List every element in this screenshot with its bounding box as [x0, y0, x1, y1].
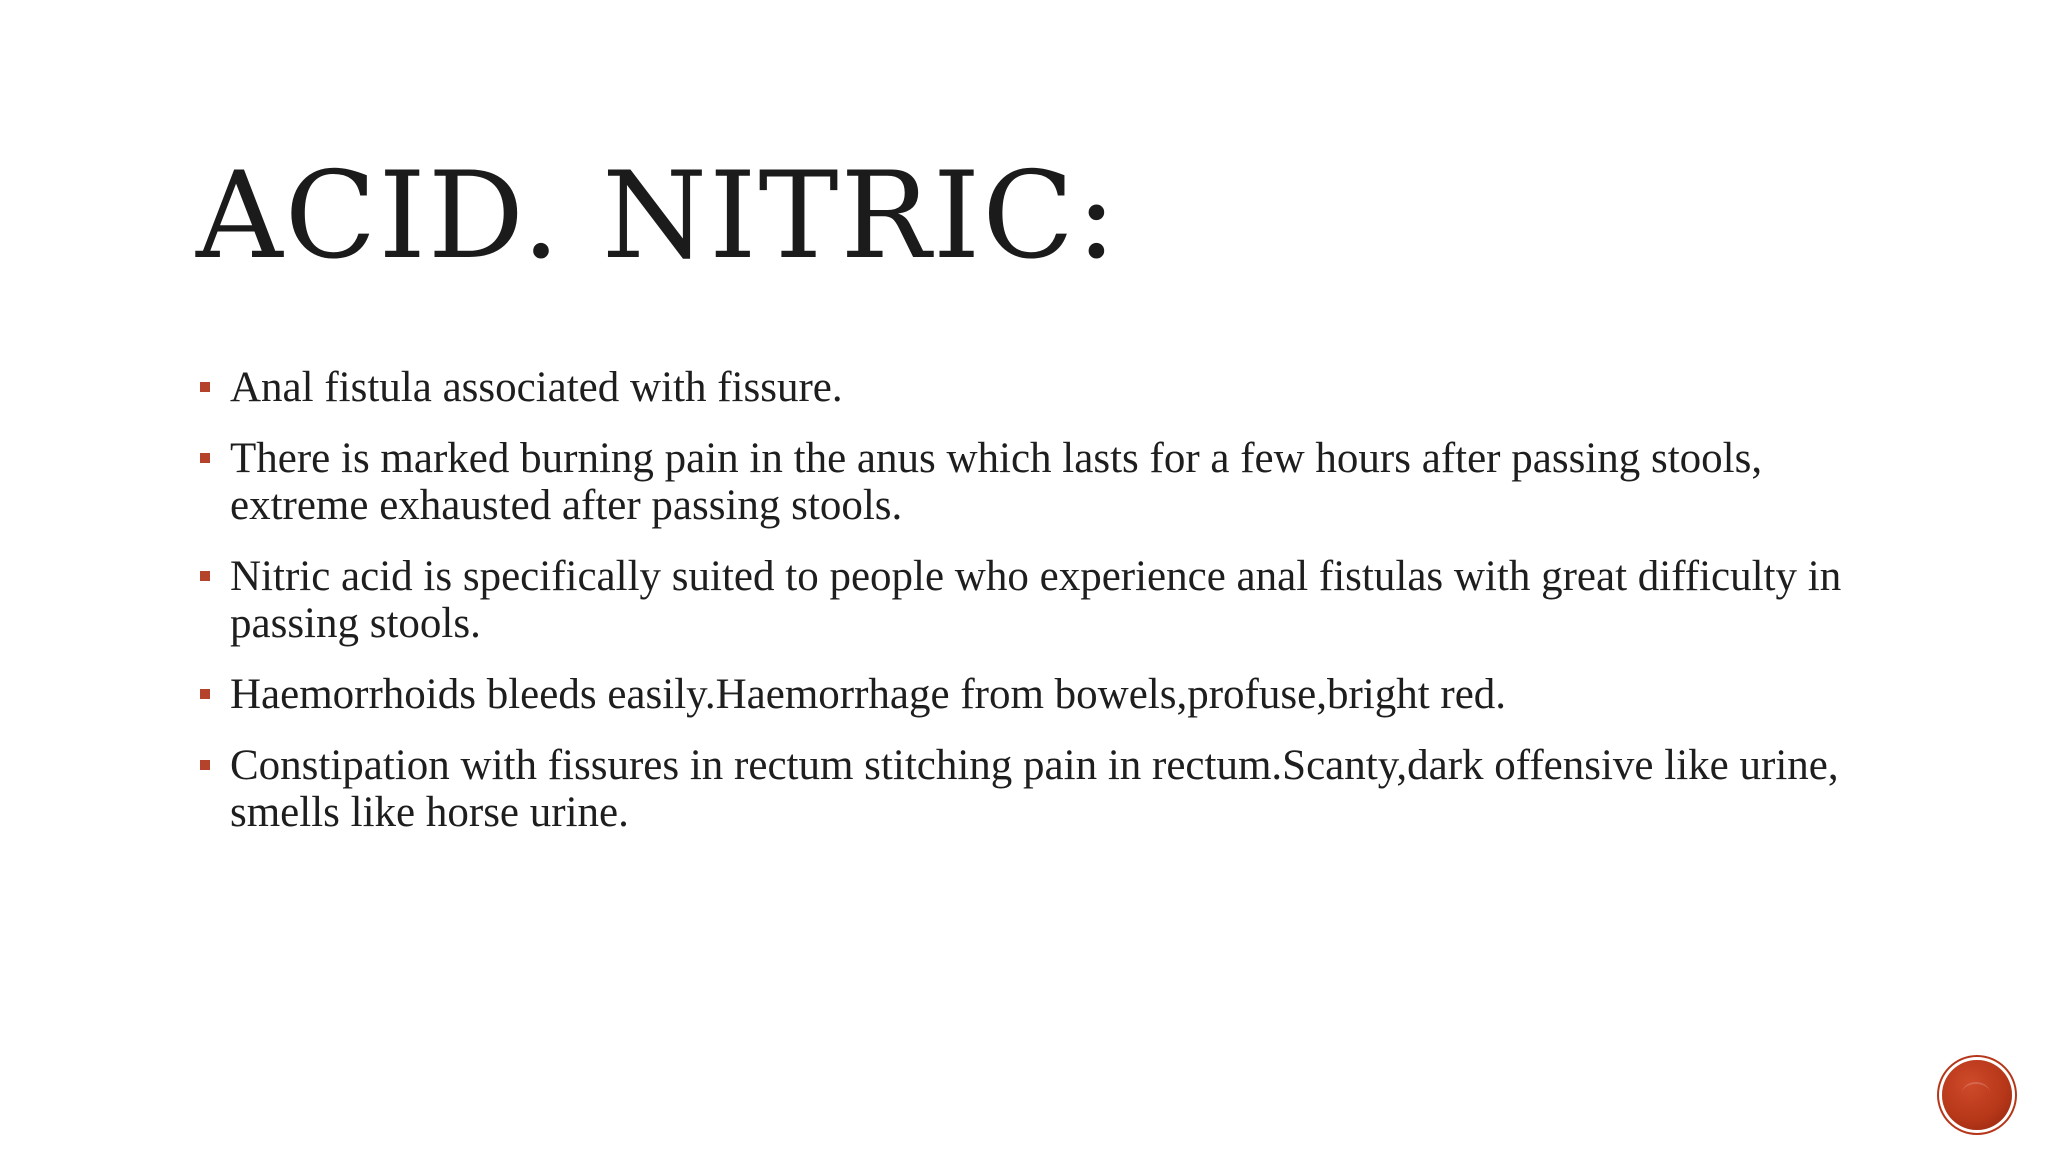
bullet-text: Constipation with fissures in rectum stitching pain in rectum.Scanty,dark offensive like urine, smells like horse urine. — [230, 742, 1839, 836]
square-bullet-icon — [200, 689, 210, 699]
bullet-item — [196, 364, 1876, 411]
bullet-item — [196, 671, 1876, 718]
bullet-text: Haemorrhoids bleeds easily.Haemorrhage from bowels,profuse,bright red. — [230, 671, 1507, 718]
square-bullet-icon — [200, 453, 210, 463]
bullet-list — [196, 364, 1876, 860]
bullet-text: There is marked burning pain in the anus which lasts for a few hours after passing stools, extreme exhausted after passing stools. — [230, 435, 1763, 529]
square-bullet-icon — [200, 382, 210, 392]
square-bullet-icon — [200, 760, 210, 770]
bullet-item — [196, 435, 1876, 529]
bullet-item — [196, 553, 1876, 647]
bullet-text: Nitric acid is specifically suited to people who experience anal fistulas with great difficulty in passing stools. — [230, 553, 1842, 647]
slide-nav-button[interactable] — [1942, 1060, 2012, 1130]
slide-title: ACID. NITRIC: — [196, 147, 1119, 286]
bullet-text: Anal fistula associated with fissure. — [230, 364, 843, 411]
square-bullet-icon — [200, 571, 210, 581]
bullet-item — [196, 742, 1876, 836]
